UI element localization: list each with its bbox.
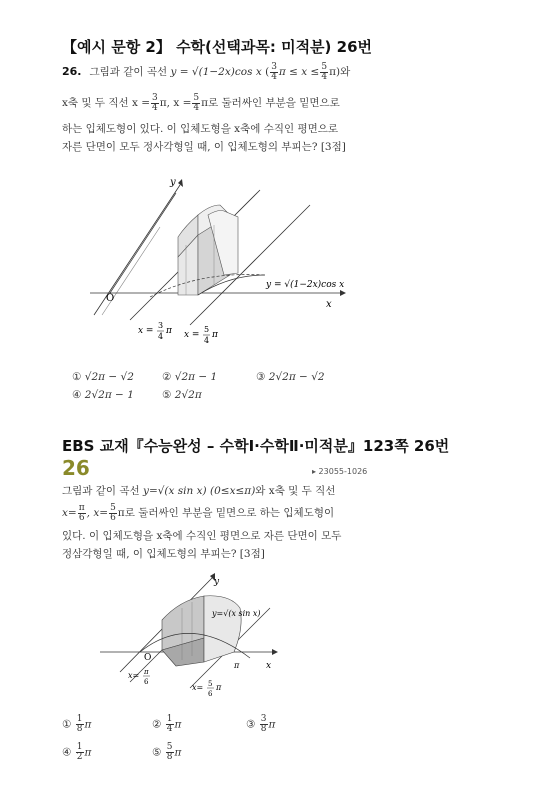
q2-frac-b: $\frac{5}{6}$ [110,502,116,523]
q1-choice-1[interactable]: ① √2π − √2 [72,371,134,383]
q2-choice-4[interactable]: ④ $\frac{1}{2}$ π [62,742,92,762]
svg-text:π: π [166,326,172,336]
q1-xr-label: x = [184,330,200,340]
svg-text:π: π [212,330,218,340]
q2-choice-3[interactable]: ③ $\frac{3}{8}$ π [246,714,276,734]
svg-text:6: 6 [144,678,149,686]
q2-line2: x= $\frac{\pi}{6}$ , x= $\frac{5}{6}$ π로 둘러싸인 부분을 밑면으로 하는 입체도형이 [62,502,335,523]
q2-choice-1[interactable]: ① $\frac{1}{8}$ π [62,714,92,734]
q1-heading: 【예시 문항 2】 수학(선택과목: 미적분) 26번 [62,38,372,56]
q2-label-x: x [266,661,272,671]
q1-line3: 하는 입체도형이 있다. 이 입체도형을 x축에 수직인 평면으로 [62,123,339,135]
q2-line3: 있다. 이 입체도형을 x축에 수직인 평면으로 자른 단면이 모두 [62,530,342,542]
q2-curve-eq: y=√(x sin x) (0≤x≤π) [143,485,256,497]
q2-pi-label: π [234,661,240,670]
q1-xl-label: x = [138,326,154,336]
q1-curve-label: y = √(1−2x)cos x [266,280,345,290]
q1-label-x: x [326,299,332,310]
svg-text:π: π [216,683,222,692]
q1-line2-frac1: $\frac{3}{4}$ [152,92,158,113]
svg-text:4: 4 [158,332,164,341]
q2-choice-5[interactable]: ⑤ $\frac{5}{8}$ π [152,742,182,762]
q1-line2: x축 및 두 직선 x = $\frac{3}{4}$ π, x = $\frac{5}{4}$ π로 둘러싸인 부분을 밑면으로 [62,92,340,113]
q1-label-origin: O [106,293,115,304]
q1-line2-frac2: $\frac{5}{4}$ [193,92,200,113]
q2-xl-label: x= [128,671,140,680]
svg-text:π: π [144,668,149,676]
q1-range-hi: $\frac{5}{4}$ [321,61,328,82]
q2-heading: EBS 교재『수능완성 – 수학Ⅰ·수학Ⅱ·미적분』123쪽 26번 [62,437,450,455]
svg-text:5: 5 [204,325,210,334]
q1-curve-eq: y = √(1−2x)cos x [170,66,262,78]
q1-range-end: π)와 [329,66,351,78]
svg-text:5: 5 [208,680,213,688]
q1-line1 [62,60,350,84]
q2-xr-label: x= [192,683,204,692]
q2-line1: 그림과 같이 곡선 y=√(x sin x) (0≤x≤π)와 x축 및 두 직선 [62,485,336,497]
svg-text:3: 3 [158,321,164,330]
q2-number: 26 [62,456,90,480]
q2-code: ▸ 23055-1026 [312,467,368,476]
q2-choice-2[interactable]: ② $\frac{1}{4}$ π [152,714,182,734]
q1-range-open: ( [265,66,270,78]
svg-text:4: 4 [204,336,210,345]
q1-figure [90,175,350,350]
q2-line4: 정삼각형일 때, 이 입체도형의 부피는? [3점] [62,548,265,560]
q1-number: 26. [62,65,82,78]
q1-range-lo: $\frac{3}{4}$ [271,61,277,82]
q1-choice-2[interactable]: ② √2π − 1 [162,371,218,383]
q1-choice-4[interactable]: ④ 2√2π − 1 [72,389,134,401]
q2-frac-a: $\frac{\pi}{6}$ [78,502,85,523]
q2-label-origin: O [144,653,152,663]
svg-text:6: 6 [208,690,213,698]
q1-choice-3[interactable]: ③ 2√2π − √2 [256,371,325,383]
q2-figure [100,572,290,702]
q2-curve-label: y=√(x sin x) [212,609,261,618]
q1-range-mid: π ≤ x ≤ [278,66,320,78]
q1-line4: 자른 단면이 모두 정사각형일 때, 이 입체도형의 부피는? [3점] [62,141,346,153]
q1-line1-text: 그림과 같이 곡선 [89,66,171,78]
q2-label-y: y [214,577,220,587]
q1-choice-5[interactable]: ⑤ 2√2π [162,389,202,401]
q1-label-y: y [170,177,176,188]
